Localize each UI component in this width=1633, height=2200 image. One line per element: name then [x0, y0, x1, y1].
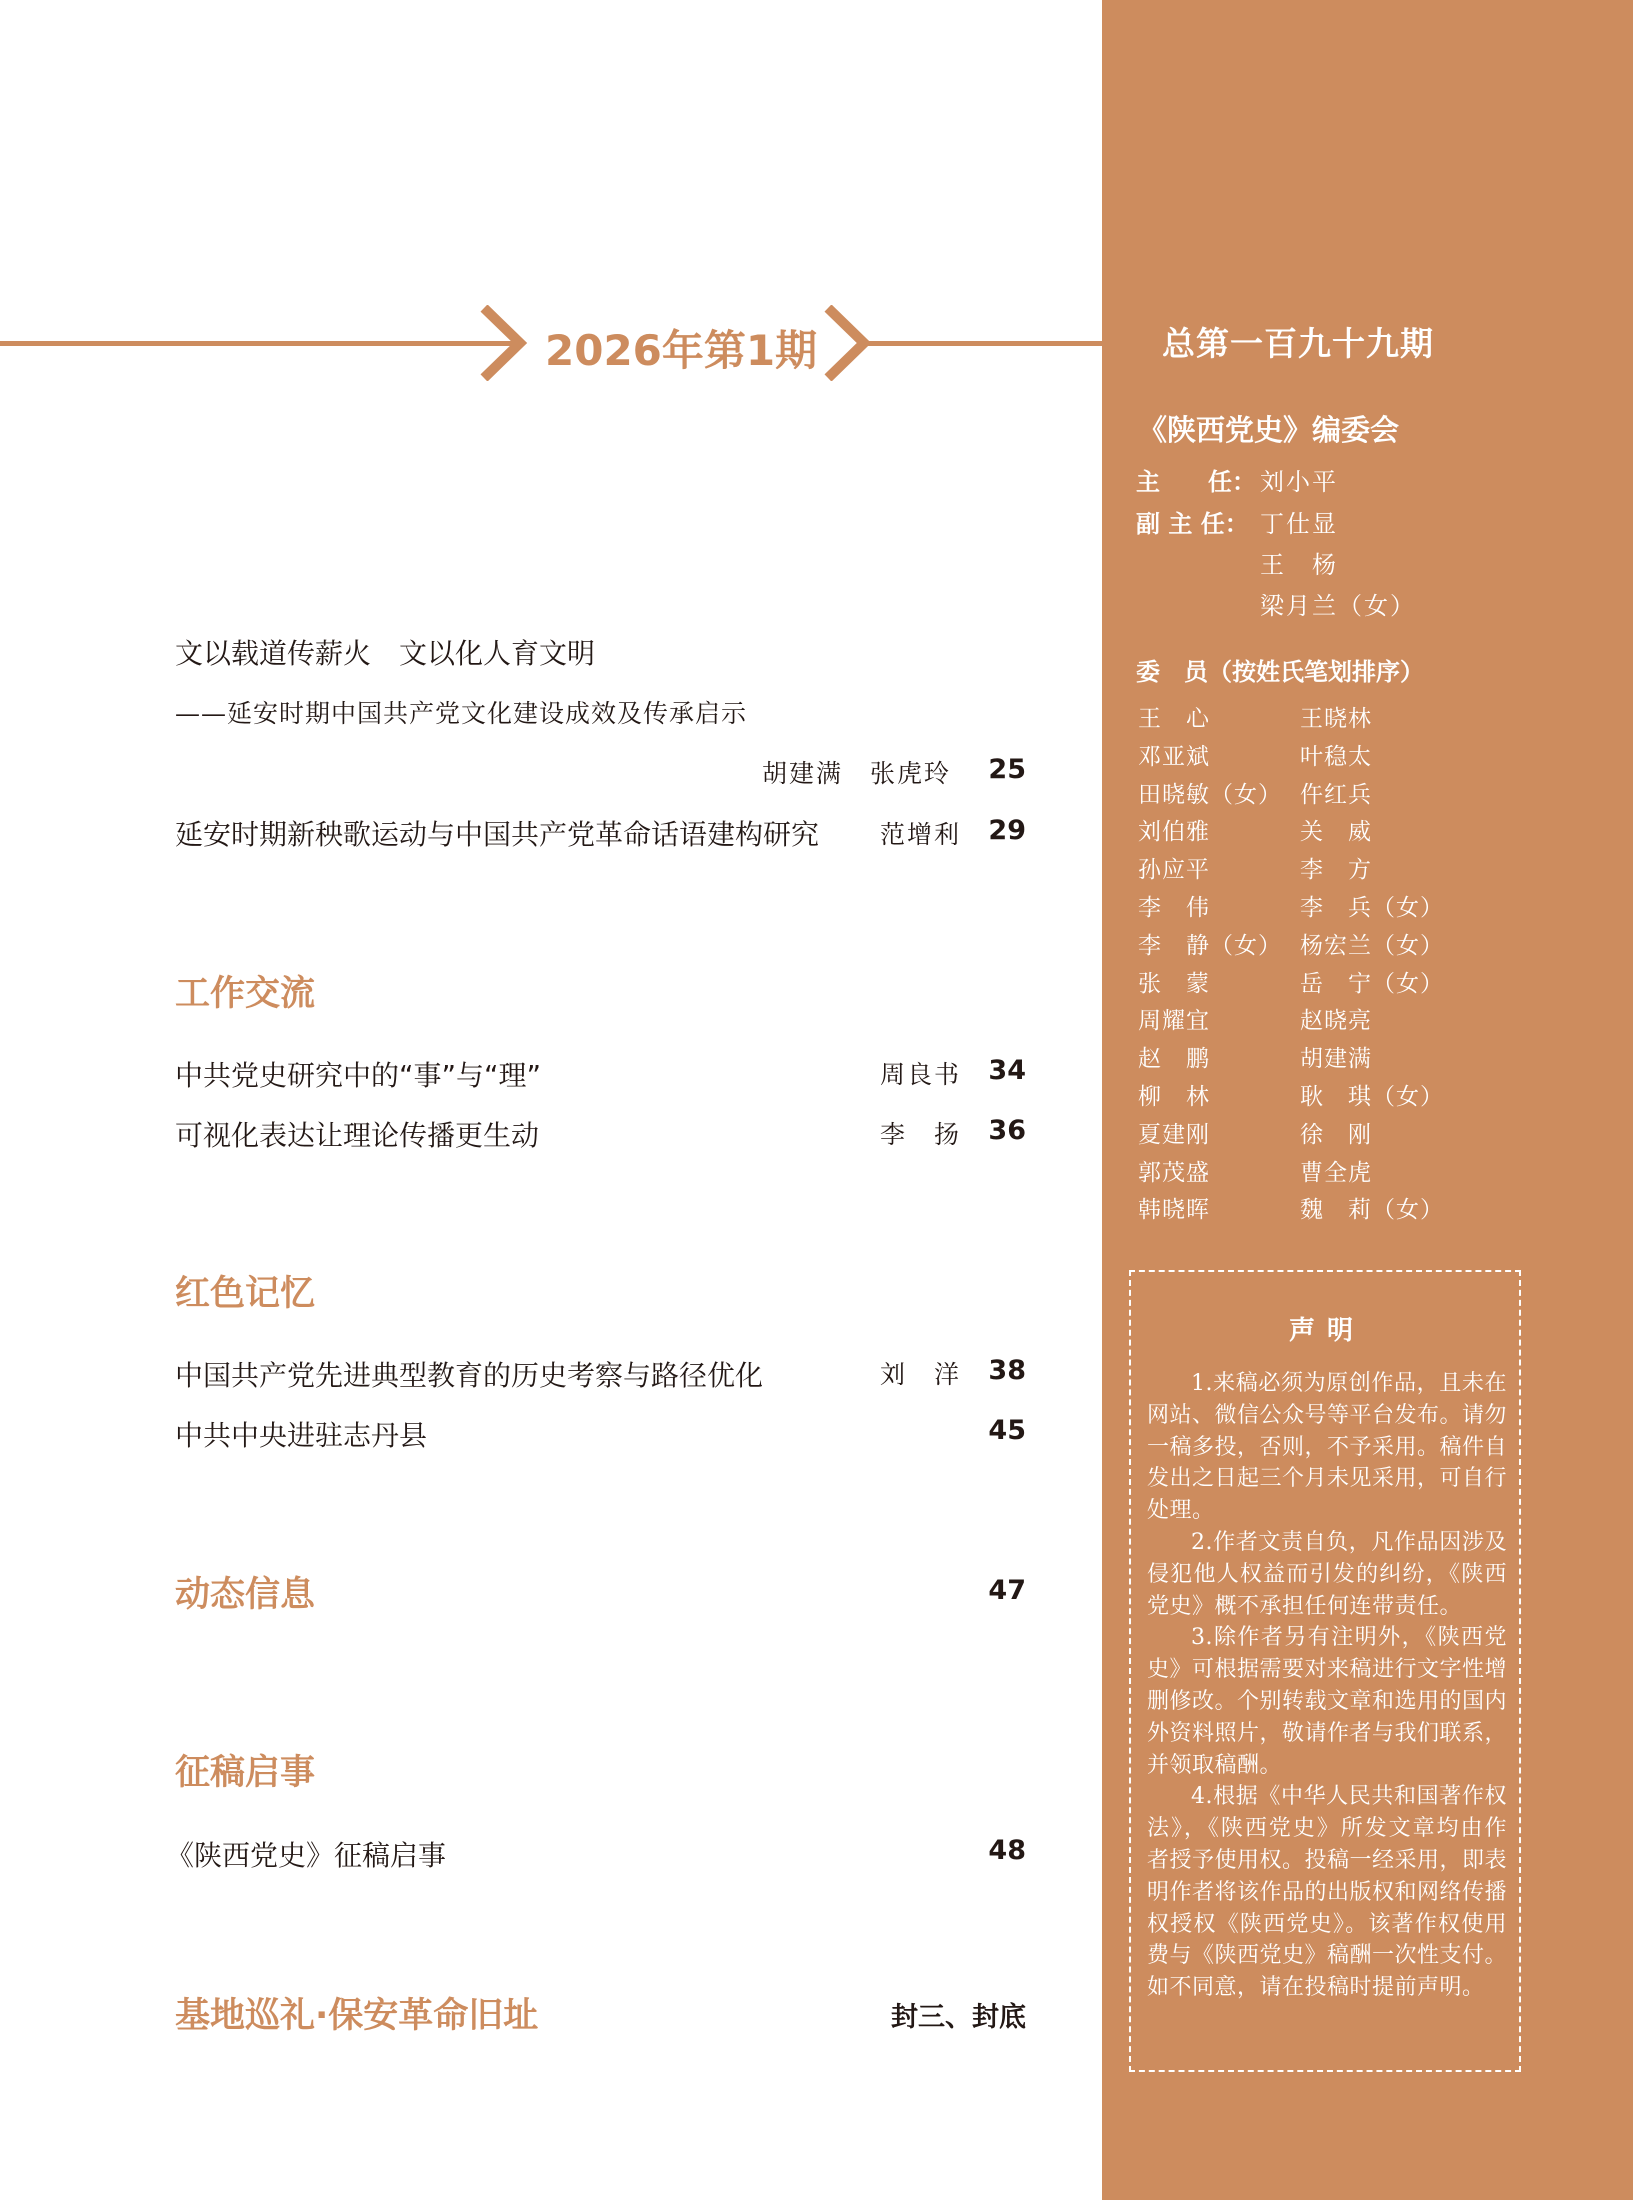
committee-member: 仵红兵 — [1300, 781, 1372, 808]
toc-article-title: 中共党史研究中的“事”与“理” — [175, 1059, 542, 1092]
committee-title: 《陕西党史》编委会 — [1138, 413, 1400, 447]
committee-member: 夏建刚 — [1138, 1121, 1210, 1148]
toc-page-number: 48 — [988, 1835, 1026, 1866]
section-heading-work-exchange: 工作交流 — [175, 974, 316, 1014]
committee-member: 关 威 — [1300, 819, 1372, 846]
header-line-right — [862, 341, 1103, 346]
committee-member: 周耀宜 — [1138, 1008, 1210, 1035]
committee-member: 田晓敏（女） — [1138, 781, 1282, 808]
toc-article-title: 文以载道传薪火 文以化人育文明 — [175, 637, 596, 670]
committee-member: 王 心 — [1138, 706, 1210, 732]
committee-member: 杨宏兰（女） — [1300, 932, 1444, 959]
committee-member: 徐 刚 — [1300, 1121, 1372, 1148]
toc-article-author: 刘 洋 — [880, 1360, 962, 1389]
toc-page-number: 47 — [988, 1575, 1026, 1606]
committee-member: 魏 莉（女） — [1300, 1197, 1444, 1224]
committee-member: 柳 林 — [1138, 1084, 1210, 1110]
toc-page-number: 34 — [988, 1055, 1026, 1086]
director-name: 刘小平 — [1260, 468, 1338, 496]
toc-page-number: 封三、封底 — [891, 2002, 1026, 2033]
committee-member: 岳 宁（女） — [1300, 970, 1444, 997]
toc-article-author: 范增利 — [880, 820, 962, 849]
section-heading-news: 动态信息 — [175, 1575, 316, 1615]
toc-page-number: 25 — [988, 754, 1026, 785]
deputy-name: 王 杨 — [1260, 551, 1338, 579]
committee-member: 赵晓亮 — [1300, 1008, 1372, 1035]
toc-article-author: 李 扬 — [880, 1120, 962, 1149]
notice-paragraph: 4.根据《中华人民共和国著作权法》，《陕西党史》所发文章均由作者授予使用权。投稿一经采用，即表明作者将该作品的出版权和网络传播权授权《陕西党史》。该著作权使用费与《陕西党史》稿酬一次性支付。如不同意，请在投稿时提前声明。 — [1147, 1784, 1508, 2001]
toc-article-title: 《陕西党史》征稿启事 — [166, 1839, 447, 1872]
committee-member: 李 静（女） — [1138, 932, 1282, 959]
chevron-right-icon — [478, 305, 528, 381]
toc-article-subtitle: ——延安时期中国共产党文化建设成效及传承启示 — [175, 699, 748, 728]
section-heading-call-for-papers: 征稿启事 — [175, 1753, 316, 1793]
toc-article-title: 延安时期新秧歌运动与中国共产党革命话语建构研究 — [175, 818, 820, 851]
toc-page-number: 38 — [988, 1355, 1026, 1386]
section-heading-base-tour: 基地巡礼·保安革命旧址 — [175, 1996, 539, 2036]
total-issue-number: 总第一百九十九期 — [1162, 324, 1434, 363]
notice-title: 声明 — [1288, 1316, 1365, 1346]
toc-page-number: 29 — [988, 815, 1026, 846]
toc-page-number: 45 — [988, 1415, 1026, 1446]
notice-body — [1147, 1368, 1507, 2004]
notice-paragraph: 3.除作者另有注明外，《陕西党史》可根据需要对来稿进行文字性增删修改。个别转载文章和选用的国内外资料照片，敬请作者与我们联系，并领取稿酬。 — [1147, 1625, 1508, 1778]
deputy-name: 梁月兰（女） — [1260, 592, 1416, 620]
header-line-left — [0, 341, 520, 346]
committee-member: 郭茂盛 — [1138, 1159, 1210, 1186]
toc-article-title: 中共中央进驻志丹县 — [175, 1419, 428, 1452]
director-label: 主 任： — [1136, 468, 1256, 496]
toc-article-author: 周良书 — [880, 1060, 962, 1089]
committee-member: 王晓林 — [1300, 706, 1372, 732]
toc-page-number: 36 — [988, 1115, 1026, 1146]
toc-article-title: 中国共产党先进典型教育的历史考察与路径优化 — [175, 1359, 764, 1392]
committee-member: 张 蒙 — [1138, 970, 1210, 997]
notice-paragraph: 1.来稿必须为原创作品，且未在网站、微信公众号等平台发布。请勿一稿多投，否则，不予采用。稿件自发出之日起三个月未见采用，可自行处理。 — [1147, 1371, 1508, 1524]
notice-paragraph: 2.作者文责自负，凡作品因涉及侵犯他人权益而引发的纠纷，《陕西党史》概不承担任何连带责任。 — [1147, 1529, 1507, 1619]
committee-member: 韩晓晖 — [1138, 1197, 1210, 1224]
committee-member: 李 方 — [1300, 857, 1372, 884]
members-label: 委 员（按姓氏笔划排序） — [1136, 658, 1424, 686]
committee-member: 孙应平 — [1138, 857, 1210, 884]
committee-member: 耿 琪（女） — [1300, 1084, 1444, 1110]
committee-member: 胡建满 — [1300, 1046, 1372, 1073]
issue-title: 2026年第1期 — [545, 326, 818, 375]
deputy-label: 副 主 任： — [1136, 510, 1249, 538]
section-heading-red-memory: 红色记忆 — [175, 1274, 316, 1314]
committee-member: 刘伯雅 — [1138, 819, 1210, 846]
committee-member: 邓亚斌 — [1138, 743, 1210, 770]
committee-member: 李 伟 — [1138, 895, 1210, 921]
notice-box — [1129, 1270, 1521, 2072]
committee-member: 曹全虎 — [1300, 1159, 1372, 1186]
toc-article-authors: 胡建满 张虎玲 — [762, 759, 952, 788]
committee-member: 李 兵（女） — [1300, 895, 1444, 921]
deputy-name: 丁仕显 — [1260, 510, 1338, 538]
toc-article-title: 可视化表达让理论传播更生动 — [175, 1119, 540, 1152]
committee-member: 赵 鹏 — [1138, 1046, 1210, 1073]
committee-member: 叶稳太 — [1300, 743, 1372, 770]
